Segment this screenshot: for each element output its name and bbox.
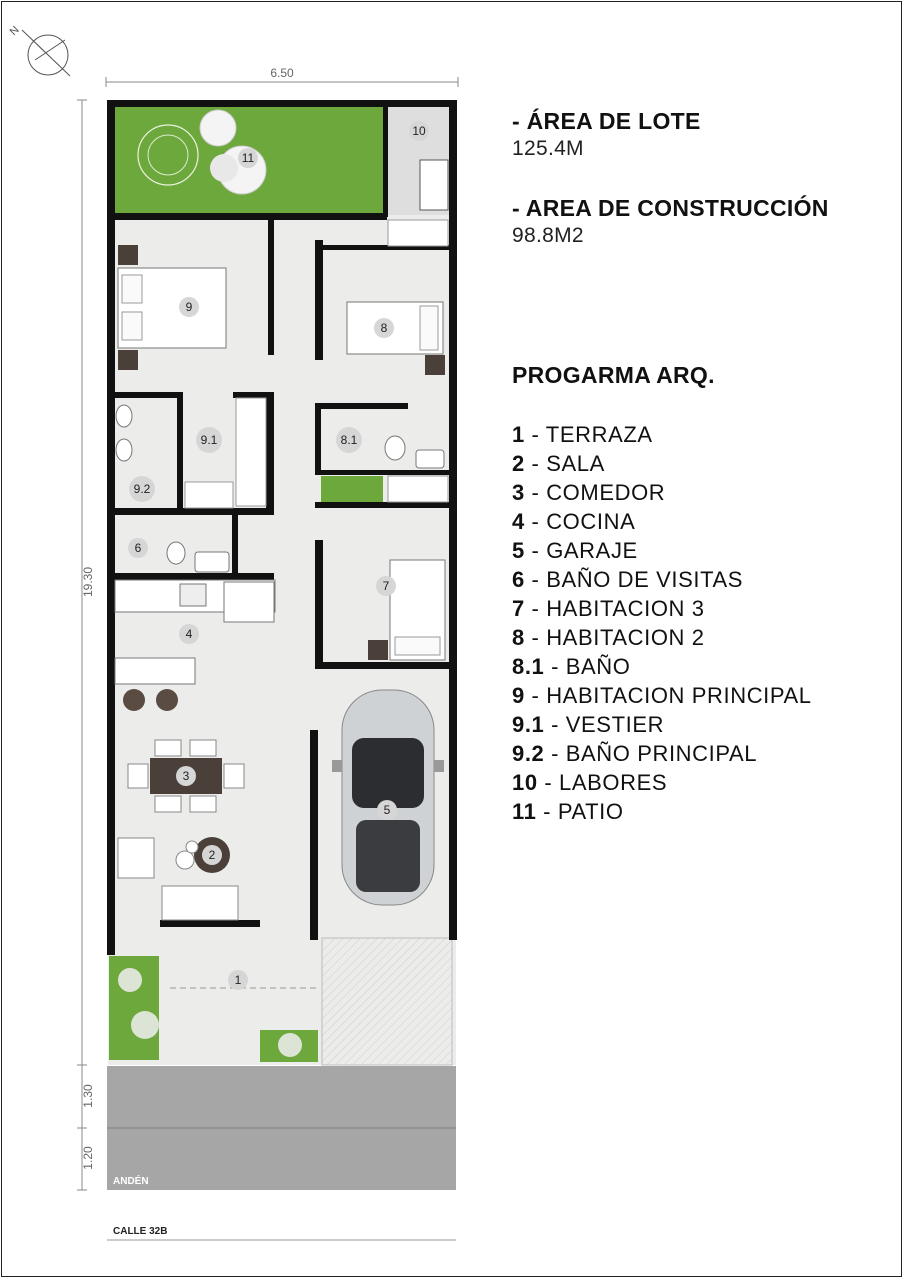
program-heading: PROGARMA ARQ. xyxy=(512,362,715,388)
lot-area-heading: - ÁREA DE LOTE xyxy=(512,108,701,134)
north-arrow-icon xyxy=(22,30,70,76)
program-item: 9.1 - VESTIER xyxy=(512,712,665,737)
program-item: 6 - BAÑO DE VISITAS xyxy=(512,567,744,592)
sidewalk-label: ANDÉN xyxy=(113,1176,149,1187)
room-number-8: 8 xyxy=(380,321,388,335)
dimension-length xyxy=(77,100,87,1190)
room-number-3: 3 xyxy=(182,769,190,783)
room-number-9-2: 9.2 xyxy=(133,482,151,496)
program-list xyxy=(512,420,812,826)
program-item: 7 - HABITACION 3 xyxy=(512,596,705,621)
car-icon xyxy=(332,690,444,905)
dimension-length-label: 19.30 xyxy=(81,566,95,598)
room-number-4: 4 xyxy=(185,627,193,641)
room-number-11: 11 xyxy=(241,151,255,165)
washing-sink xyxy=(420,160,448,210)
closet-1 xyxy=(185,482,233,508)
room-number-7: 7 xyxy=(382,579,390,593)
room-number-1: 1 xyxy=(234,973,242,987)
street-label: CALLE 32B xyxy=(113,1226,168,1237)
closet-master xyxy=(236,398,266,506)
closet-2 xyxy=(388,220,448,246)
program-item: 11 - PATIO xyxy=(512,799,624,824)
construction-area-heading: - AREA DE CONSTRUCCIÓN xyxy=(512,195,829,221)
room-number-2: 2 xyxy=(208,848,216,862)
room-number-9: 9 xyxy=(185,300,193,314)
garage-driveway xyxy=(322,938,452,1065)
construction-area-value: 98.8M2 xyxy=(512,224,584,247)
room-number-6: 6 xyxy=(134,541,142,555)
dimension-front-a-label: 1.30 xyxy=(81,1084,95,1108)
program-item: 10 - LABORES xyxy=(512,770,668,795)
dimension-front-b-label: 1.20 xyxy=(81,1146,95,1170)
bathroom-plant xyxy=(321,476,383,502)
lot-area-value: 125.4M xyxy=(512,137,584,160)
dimension-width-label: 6.50 xyxy=(270,66,294,80)
program-item: 3 - COMEDOR xyxy=(512,480,666,505)
room-number-5: 5 xyxy=(383,803,391,817)
program-block xyxy=(512,362,715,389)
room-number-10: 10 xyxy=(412,124,426,138)
closet-3 xyxy=(388,476,448,502)
lot-area-block xyxy=(512,108,701,161)
construction-area-block xyxy=(512,195,829,248)
room-number-9-1: 9.1 xyxy=(200,433,218,447)
program-item: 2 - SALA xyxy=(512,451,605,476)
program-item: 1 - TERRAZA xyxy=(512,422,653,447)
program-item: 9.2 - BAÑO PRINCIPAL xyxy=(512,741,758,766)
room-number-8-1: 8.1 xyxy=(340,433,358,447)
north-label: N xyxy=(7,24,22,39)
program-item: 8 - HABITACION 2 xyxy=(512,625,705,650)
program-item: 8.1 - BAÑO xyxy=(512,654,631,679)
program-item: 9 - HABITACION PRINCIPAL xyxy=(512,683,812,708)
program-item: 5 - GARAJE xyxy=(512,538,638,563)
program-item: 4 - COCINA xyxy=(512,509,636,534)
